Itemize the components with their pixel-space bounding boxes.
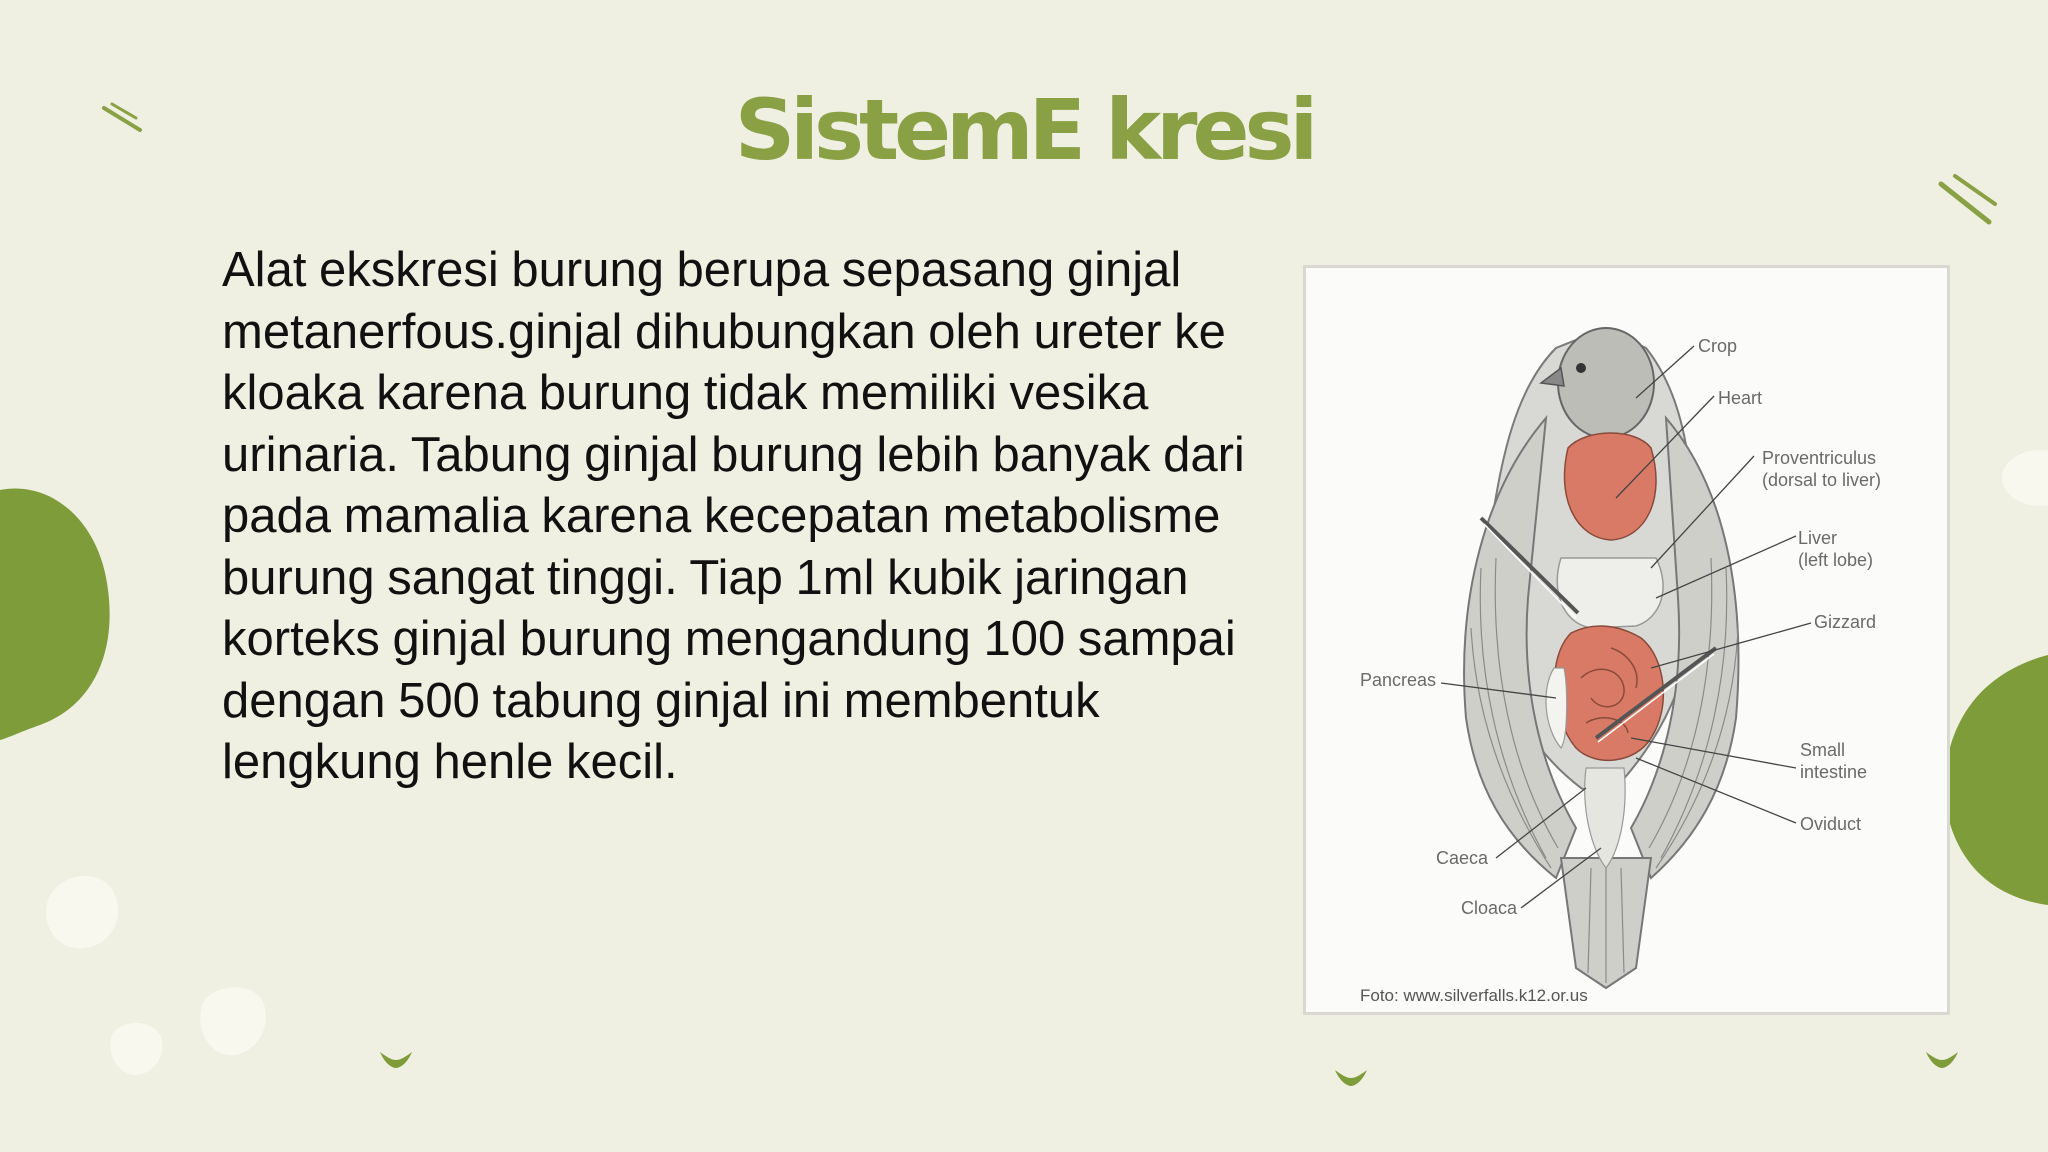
decor-dashes-top-right <box>1935 170 2005 230</box>
body-paragraph: Alat ekskresi burung berupa sepasang ginjal metanerfous.ginjal dihubungkan oleh ureter ke kloaka karena burung tidak memiliki vesika urinaria. Tabung ginjal burung lebih banyak dari pada mamalia karena kecepatan metabolisme burung sangat tinggi. Tiap 1ml kubik jaringan korteks ginjal burung mengandung 100 sampai dengan 500 tabung ginjal ini membentuk lengkung henle kecil. <box>222 243 1245 789</box>
label-heart: Heart <box>1718 388 1763 408</box>
label-proventriculus-note: (dorsal to liver) <box>1762 470 1882 490</box>
bird-anatomy-figure <box>1303 265 1950 1015</box>
label-caeca: Caeca <box>1436 848 1489 868</box>
decor-circle-right <box>2000 448 2048 508</box>
label-crop: Crop <box>1698 336 1738 356</box>
bird-anatomy-drawing <box>1306 268 1947 1012</box>
label-liver: Liver <box>1798 528 1838 548</box>
label-pancreas: Pancreas <box>1360 670 1437 690</box>
label-cloaca: Cloaca <box>1461 898 1518 918</box>
label-oviduct: Oviduct <box>1800 814 1862 834</box>
decor-leaf-3 <box>1924 1048 1960 1072</box>
label-gizzard: Gizzard <box>1814 612 1877 632</box>
decor-blob-right <box>1940 655 2048 905</box>
decor-blob-left <box>0 480 120 750</box>
decor-leaf-1 <box>378 1048 414 1072</box>
slide-title <box>0 81 2048 179</box>
label-intestine: intestine <box>1800 762 1868 782</box>
label-liver-note: (left lobe) <box>1798 550 1874 570</box>
slide-title-text: SistemE kresi <box>734 81 1314 179</box>
figure-credit: Foto: www.silverfalls.k12.or.us <box>1360 986 1588 1005</box>
label-small: Small <box>1800 740 1846 760</box>
label-proventriculus: Proventriculus <box>1762 448 1877 468</box>
decor-leaf-2 <box>1333 1066 1369 1090</box>
decor-circles-bottom-left <box>30 860 300 1090</box>
